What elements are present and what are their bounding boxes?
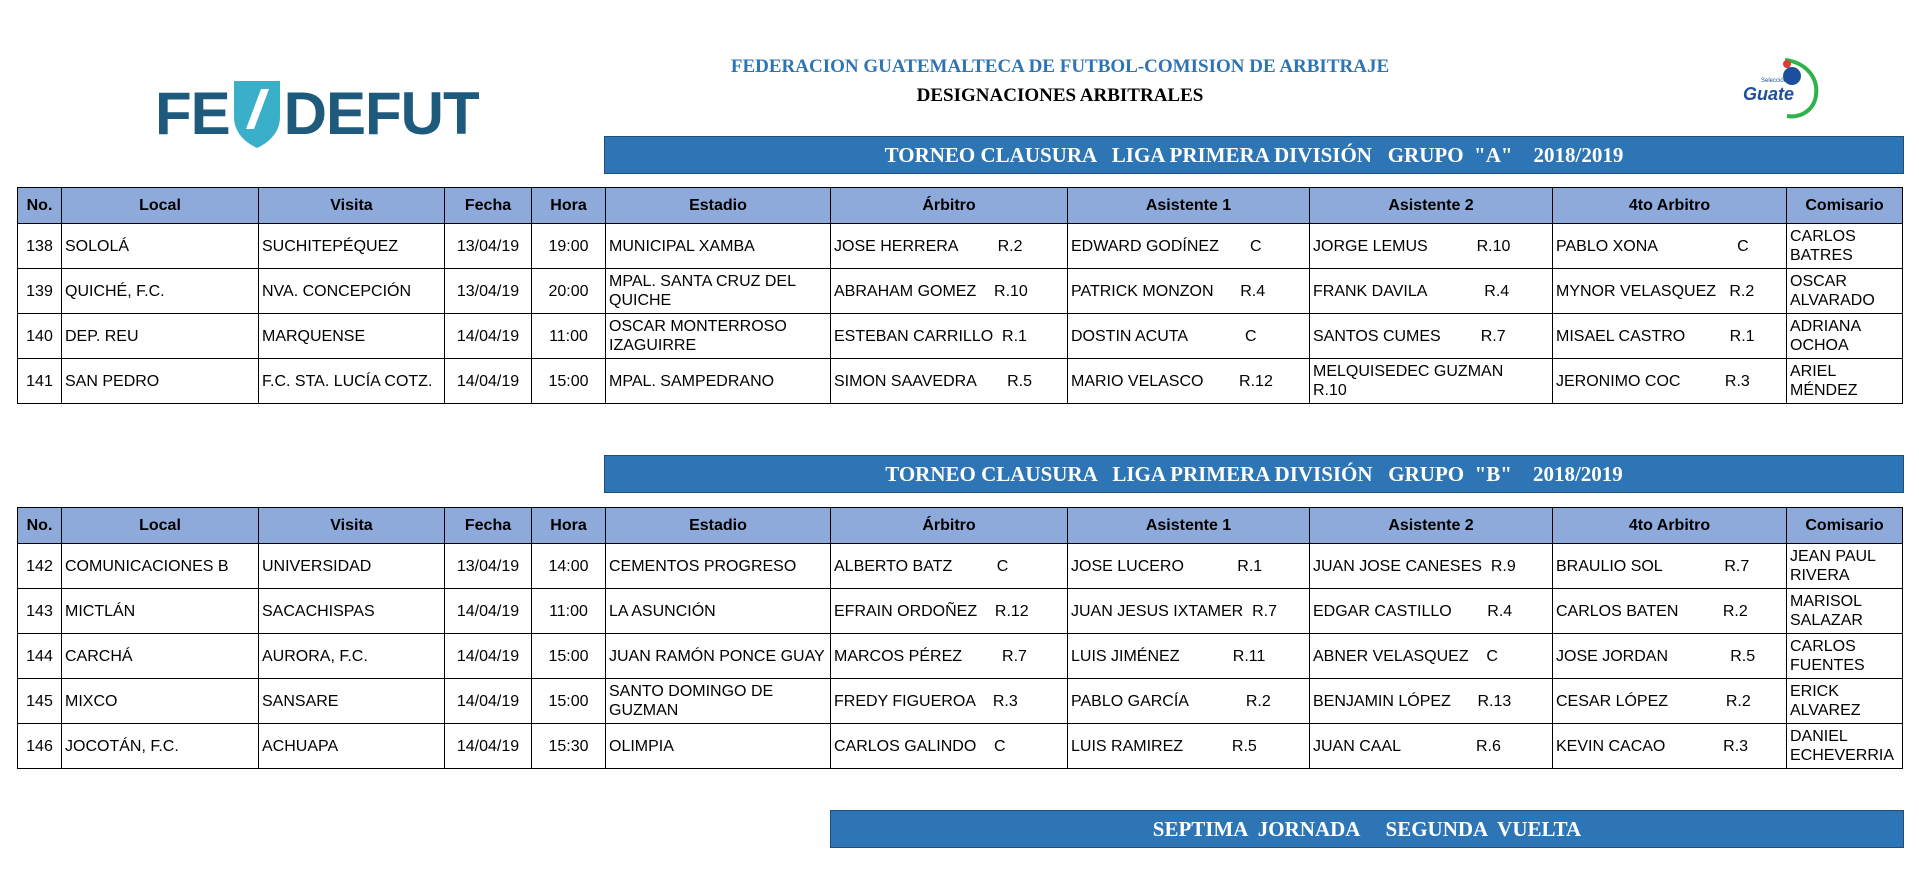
commissioner: CARLOS FUENTES xyxy=(1787,634,1903,679)
commissioner: MARISOL SALAZAR xyxy=(1787,589,1903,634)
assistant-2: ABNER VELASQUEZ C xyxy=(1310,634,1553,679)
visiting-team: SUCHITEPÉQUEZ xyxy=(259,224,445,269)
visiting-team: ACHUAPA xyxy=(259,724,445,769)
table-row xyxy=(18,544,1903,589)
group-b-table xyxy=(17,507,1903,769)
match-time: 15:00 xyxy=(532,634,606,679)
logo-text-defut: DEFUT xyxy=(283,80,479,147)
stadium: LA ASUNCIÓN xyxy=(606,589,831,634)
col-local-header: Local xyxy=(62,188,259,224)
match-no: 146 xyxy=(18,724,62,769)
fourth-official: JERONIMO COC R.3 xyxy=(1553,359,1787,404)
match-date: 13/04/19 xyxy=(445,544,532,589)
assistant-2: JORGE LEMUS R.10 xyxy=(1310,224,1553,269)
col-arbitro-header: Árbitro xyxy=(831,188,1068,224)
document-subtitle: DESIGNACIONES ARBITRALES xyxy=(916,85,1204,106)
col-local-header: Local xyxy=(62,508,259,544)
local-team: JOCOTÁN, F.C. xyxy=(62,724,259,769)
col-comisario-header: Comisario xyxy=(1787,188,1903,224)
col-arbitro-header: Árbitro xyxy=(831,508,1068,544)
group-a-banner: TORNEO CLAUSURA LIGA PRIMERA DIVISIÓN GRUPO "A" 2018/2019 xyxy=(604,136,1904,174)
table-row xyxy=(18,314,1903,359)
col-hora-header: Hora xyxy=(532,188,606,224)
visiting-team: SANSARE xyxy=(259,679,445,724)
assistant-2: FRANK DAVILA R.4 xyxy=(1310,269,1553,314)
fourth-official: CESAR LÓPEZ R.2 xyxy=(1553,679,1787,724)
match-time: 15:00 xyxy=(532,359,606,404)
match-no: 142 xyxy=(18,544,62,589)
match-date: 14/04/19 xyxy=(445,359,532,404)
visiting-team: UNIVERSIDAD xyxy=(259,544,445,589)
fourth-official: JOSE JORDAN R.5 xyxy=(1553,634,1787,679)
col-fecha-header: Fecha xyxy=(445,508,532,544)
fourth-official: MYNOR VELASQUEZ R.2 xyxy=(1553,269,1787,314)
local-team: COMUNICACIONES B xyxy=(62,544,259,589)
assistant-2: EDGAR CASTILLO R.4 xyxy=(1310,589,1553,634)
fourth-official: BRAULIO SOL R.7 xyxy=(1553,544,1787,589)
referee: FREDY FIGUEROA R.3 xyxy=(831,679,1068,724)
commissioner: OSCAR ALVARADO xyxy=(1787,269,1903,314)
col-fecha-header: Fecha xyxy=(445,188,532,224)
local-team: SOLOLÁ xyxy=(62,224,259,269)
group-b-banner: TORNEO CLAUSURA LIGA PRIMERA DIVISIÓN GRUPO "B" 2018/2019 xyxy=(604,455,1904,493)
col-hora-header: Hora xyxy=(532,508,606,544)
match-date: 14/04/19 xyxy=(445,679,532,724)
referee: ESTEBAN CARRILLO R.1 xyxy=(831,314,1068,359)
logo-right-small-text: Selección xyxy=(1761,78,1788,84)
assistant-1: LUIS JIMÉNEZ R.11 xyxy=(1068,634,1310,679)
round-banner: SEPTIMA JORNADA SEGUNDA VUELTA xyxy=(830,810,1904,848)
col-no-header: No. xyxy=(18,508,62,544)
commissioner: JEAN PAUL RIVERA xyxy=(1787,544,1903,589)
table-row xyxy=(18,359,1903,404)
table-header-row xyxy=(18,188,1903,224)
table-header-row xyxy=(18,508,1903,544)
local-team: MICTLÁN xyxy=(62,589,259,634)
referee: MARCOS PÉREZ R.7 xyxy=(831,634,1068,679)
organization-title: FEDERACION GUATEMALTECA DE FUTBOL-COMISION DE ARBITRAJE xyxy=(730,56,1390,77)
visiting-team: NVA. CONCEPCIÓN xyxy=(259,269,445,314)
assistant-2: BENJAMIN LÓPEZ R.13 xyxy=(1310,679,1553,724)
match-date: 14/04/19 xyxy=(445,314,532,359)
assistant-2: JUAN JOSE CANESES R.9 xyxy=(1310,544,1553,589)
fourth-official: MISAEL CASTRO R.1 xyxy=(1553,314,1787,359)
stadium: OSCAR MONTERROSO IZAGUIRRE xyxy=(606,314,831,359)
match-time: 15:00 xyxy=(532,679,606,724)
commissioner: DANIEL ECHEVERRIA xyxy=(1787,724,1903,769)
match-time: 15:30 xyxy=(532,724,606,769)
match-no: 140 xyxy=(18,314,62,359)
commissioner: ARIEL MÉNDEZ xyxy=(1787,359,1903,404)
assistant-1: EDWARD GODÍNEZ C xyxy=(1068,224,1310,269)
col-cuarto-header: 4to Arbitro xyxy=(1553,508,1787,544)
stadium: SANTO DOMINGO DE GUZMAN xyxy=(606,679,831,724)
stadium: MPAL. SANTA CRUZ DEL QUICHE xyxy=(606,269,831,314)
assistant-1: PABLO GARCÍA R.2 xyxy=(1068,679,1310,724)
commissioner: CARLOS BATRES xyxy=(1787,224,1903,269)
referee: SIMON SAAVEDRA R.5 xyxy=(831,359,1068,404)
assistant-1: MARIO VELASCO R.12 xyxy=(1068,359,1310,404)
col-estadio-header: Estadio xyxy=(606,508,831,544)
stadium: MUNICIPAL XAMBA xyxy=(606,224,831,269)
assistant-1: LUIS RAMIREZ R.5 xyxy=(1068,724,1310,769)
match-date: 14/04/19 xyxy=(445,724,532,769)
assistant-2: JUAN CAAL R.6 xyxy=(1310,724,1553,769)
col-cuarto-header: 4to Arbitro xyxy=(1553,188,1787,224)
logo-right-text: Guate xyxy=(1743,84,1795,104)
referee: EFRAIN ORDOÑEZ R.12 xyxy=(831,589,1068,634)
logo-text-fe: FE xyxy=(155,80,230,147)
match-date: 14/04/19 xyxy=(445,589,532,634)
col-comisario-header: Comisario xyxy=(1787,508,1903,544)
match-date: 13/04/19 xyxy=(445,224,532,269)
visiting-team: MARQUENSE xyxy=(259,314,445,359)
local-team: QUICHÉ, F.C. xyxy=(62,269,259,314)
visiting-team: AURORA, F.C. xyxy=(259,634,445,679)
table-row xyxy=(18,269,1903,314)
referee: ALBERTO BATZ C xyxy=(831,544,1068,589)
local-team: DEP. REU xyxy=(62,314,259,359)
match-time: 20:00 xyxy=(532,269,606,314)
col-asistente2-header: Asistente 2 xyxy=(1310,188,1553,224)
col-estadio-header: Estadio xyxy=(606,188,831,224)
commissioner: ADRIANA OCHOA xyxy=(1787,314,1903,359)
referee: JOSE HERRERA R.2 xyxy=(831,224,1068,269)
match-no: 141 xyxy=(18,359,62,404)
assistant-1: JOSE LUCERO R.1 xyxy=(1068,544,1310,589)
match-no: 143 xyxy=(18,589,62,634)
col-asistente1-header: Asistente 1 xyxy=(1068,188,1310,224)
match-no: 139 xyxy=(18,269,62,314)
stadium: JUAN RAMÓN PONCE GUAY xyxy=(606,634,831,679)
assistant-1: DOSTIN ACUTA C xyxy=(1068,314,1310,359)
commissioner: ERICK ALVAREZ xyxy=(1787,679,1903,724)
local-team: SAN PEDRO xyxy=(62,359,259,404)
fourth-official: CARLOS BATEN R.2 xyxy=(1553,589,1787,634)
table-row xyxy=(18,679,1903,724)
assistant-2: SANTOS CUMES R.7 xyxy=(1310,314,1553,359)
seleccion-guate-logo xyxy=(1735,56,1825,122)
fourth-official: KEVIN CACAO R.3 xyxy=(1553,724,1787,769)
fedefut-logo xyxy=(155,76,495,152)
match-no: 144 xyxy=(18,634,62,679)
match-time: 11:00 xyxy=(532,314,606,359)
match-time: 11:00 xyxy=(532,589,606,634)
match-no: 145 xyxy=(18,679,62,724)
table-row xyxy=(18,589,1903,634)
match-date: 13/04/19 xyxy=(445,269,532,314)
col-asistente2-header: Asistente 2 xyxy=(1310,508,1553,544)
match-date: 14/04/19 xyxy=(445,634,532,679)
col-visita-header: Visita xyxy=(259,188,445,224)
referee: CARLOS GALINDO C xyxy=(831,724,1068,769)
local-team: MIXCO xyxy=(62,679,259,724)
col-visita-header: Visita xyxy=(259,508,445,544)
match-time: 19:00 xyxy=(532,224,606,269)
table-row xyxy=(18,224,1903,269)
assistant-2: MELQUISEDEC GUZMAN R.10 xyxy=(1310,359,1553,404)
match-no: 138 xyxy=(18,224,62,269)
fourth-official: PABLO XONA C xyxy=(1553,224,1787,269)
shield-icon xyxy=(232,79,282,149)
col-no-header: No. xyxy=(18,188,62,224)
stadium: CEMENTOS PROGRESO xyxy=(606,544,831,589)
table-row xyxy=(18,724,1903,769)
assistant-1: PATRICK MONZON R.4 xyxy=(1068,269,1310,314)
local-team: CARCHÁ xyxy=(62,634,259,679)
visiting-team: F.C. STA. LUCÍA COTZ. xyxy=(259,359,445,404)
referee: ABRAHAM GOMEZ R.10 xyxy=(831,269,1068,314)
stadium: OLIMPIA xyxy=(606,724,831,769)
table-row xyxy=(18,634,1903,679)
group-a-table xyxy=(17,187,1903,404)
stadium: MPAL. SAMPEDRANO xyxy=(606,359,831,404)
col-asistente1-header: Asistente 1 xyxy=(1068,508,1310,544)
match-time: 14:00 xyxy=(532,544,606,589)
assistant-1: JUAN JESUS IXTAMER R.7 xyxy=(1068,589,1310,634)
visiting-team: SACACHISPAS xyxy=(259,589,445,634)
